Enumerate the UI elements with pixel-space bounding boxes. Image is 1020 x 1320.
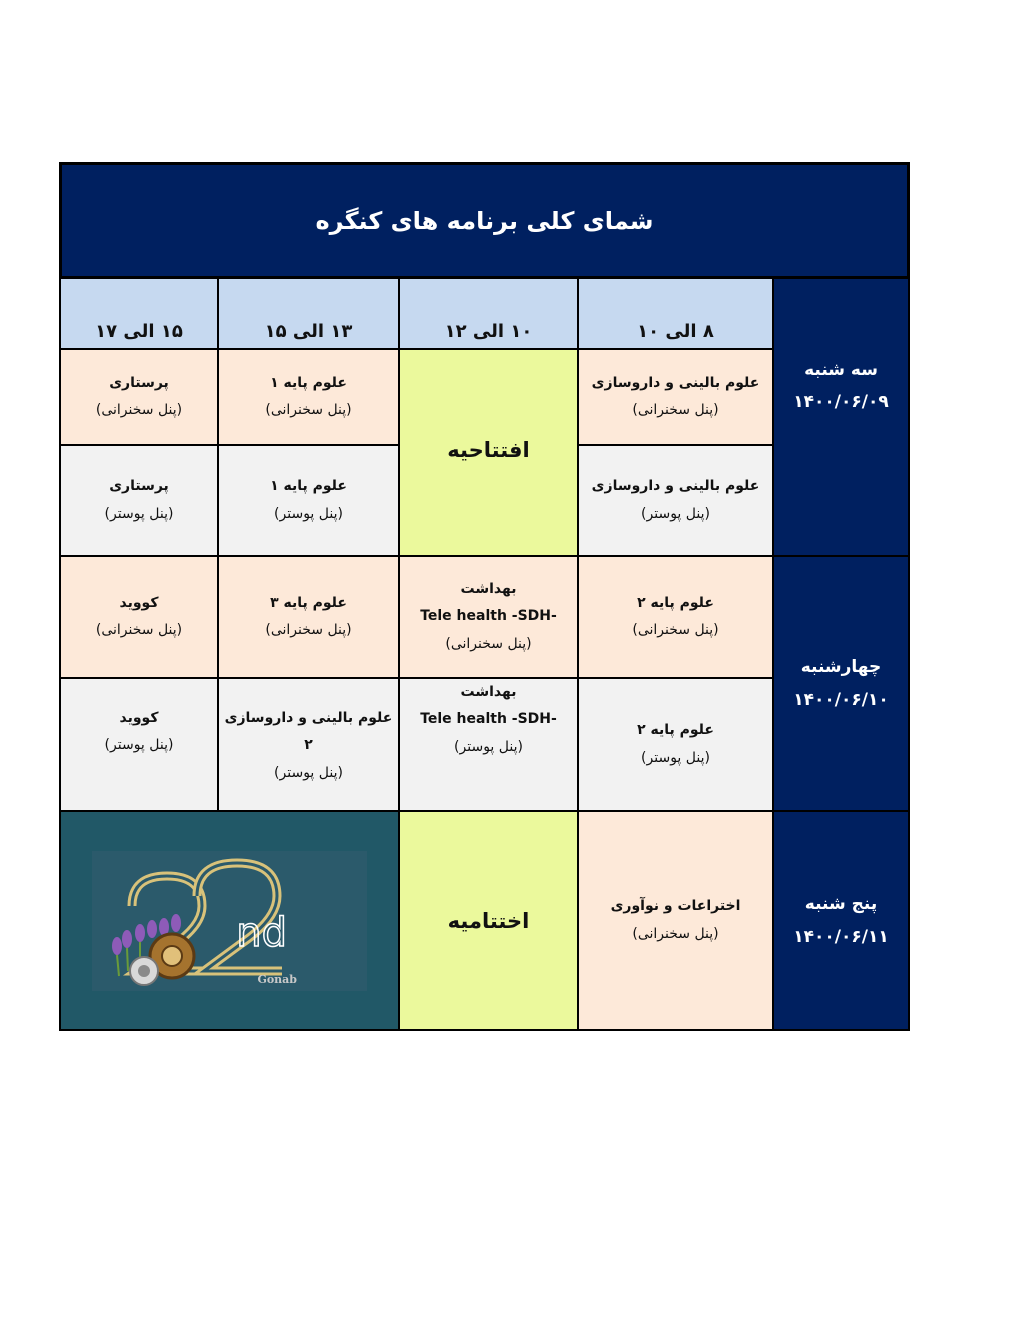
session-title: پرستاری [109, 478, 169, 495]
session-wed-15-17-poster [59, 677, 219, 812]
session-wed-10-12-poster [398, 677, 579, 812]
congress-logo [92, 851, 367, 991]
page-title: شمای کلی برنامه های کنگره [315, 206, 654, 235]
session-panel: (پنل پوستر) [641, 505, 710, 522]
session-title: کووید [119, 710, 159, 726]
session-tue-opening [398, 348, 579, 557]
session-panel: (پنل سخنرانی) [265, 402, 352, 418]
session-wed-10-12-speech [398, 555, 579, 679]
session-tue-15-17-speech [59, 348, 219, 446]
session-title: بهداشت [460, 684, 517, 700]
session-wed-13-15-poster [217, 677, 400, 812]
session-title: اختراعات و نوآوری [610, 898, 741, 915]
session-thu-closing [398, 810, 579, 1031]
day-name: چهارشنبه [800, 657, 882, 678]
session-panel: (پنل سخنرانی) [445, 635, 532, 652]
session-title: علوم پایه ۳ [270, 594, 347, 611]
session-title: علوم پایه ۲ [637, 722, 714, 739]
session-title: کووید [119, 594, 159, 611]
day-name: سه شنبه [804, 360, 878, 380]
session-panel: (پنل سخنرانی) [632, 622, 719, 638]
day-wednesday [772, 555, 910, 812]
opening-ceremony: افتتاحیه [447, 438, 530, 462]
session-title: علوم پایه ۱ [270, 478, 347, 495]
logo-graphic [92, 851, 367, 991]
session-title: بهداشت [460, 581, 517, 598]
session-title: پرستاری [109, 374, 169, 391]
header-slot-13-15 [217, 277, 400, 350]
session-panel: (پنل سخنرانی) [95, 402, 183, 418]
session-wed-13-15-speech [217, 555, 400, 679]
session-title: علوم پایه ۱ [270, 374, 347, 391]
session-wed-15-17-speech [59, 555, 219, 679]
session-wed-8-10-speech [577, 555, 774, 679]
slot-label: ۸ الی ۱۰ [637, 321, 714, 342]
slot-label: ۱۵ الی ۱۷ [95, 321, 183, 342]
session-subtitle: Tele health -SDH- [420, 711, 557, 728]
session-panel: (پنل سخنرانی) [632, 402, 719, 418]
session-tue-13-15-poster [217, 444, 400, 557]
svg-text:Gonab: Gonab [257, 972, 297, 986]
closing-ceremony: اختتامیه [447, 908, 530, 933]
congress-logo-panel [59, 810, 400, 1031]
session-wed-8-10-poster [577, 677, 774, 812]
header-slot-8-10 [577, 277, 774, 350]
page-title-banner [59, 162, 910, 279]
day-thursday [772, 810, 910, 1031]
session-panel: (پنل پوستر) [641, 749, 710, 766]
session-tue-8-10-poster [577, 444, 774, 557]
session-panel: (پنل سخنرانی) [265, 622, 352, 638]
day-name: پنج شنبه [804, 894, 878, 915]
session-title: علوم بالینی و داروسازی ۲ [224, 710, 393, 754]
header-slot-10-12 [398, 277, 579, 350]
session-panel: (پنل پوستر) [104, 505, 174, 522]
session-panel: (پنل سخنرانی) [632, 925, 719, 942]
day-date: ۱۴۰۰/۰۶/۰۹ [793, 392, 889, 413]
session-panel: (پنل سخنرانی) [95, 622, 183, 638]
session-tue-8-10-speech [577, 348, 774, 446]
slot-label: ۱۳ الی ۱۵ [264, 321, 353, 342]
logo-nd: nd [236, 909, 287, 956]
session-title: علوم پایه ۲ [637, 594, 714, 611]
session-title: علوم بالینی و داروسازی [591, 478, 760, 495]
session-panel: (پنل پوستر) [104, 737, 174, 754]
day-tuesday [772, 277, 910, 557]
day-date: ۱۴۰۰/۰۶/۱۰ [793, 689, 889, 710]
session-title: علوم بالینی و داروسازی [591, 374, 760, 391]
session-panel: (پنل پوستر) [274, 505, 343, 522]
session-subtitle: Tele health -SDH- [420, 608, 557, 625]
session-panel: (پنل پوستر) [454, 738, 523, 755]
session-tue-15-17-poster [59, 444, 219, 557]
day-date: ۱۴۰۰/۰۶/۱۱ [793, 926, 889, 947]
header-slot-15-17 [59, 277, 219, 350]
slot-label: ۱۰ الی ۱۲ [444, 321, 533, 342]
session-panel: (پنل پوستر) [274, 764, 343, 781]
session-tue-13-15-speech [217, 348, 400, 446]
session-thu-8-10-speech [577, 810, 774, 1031]
